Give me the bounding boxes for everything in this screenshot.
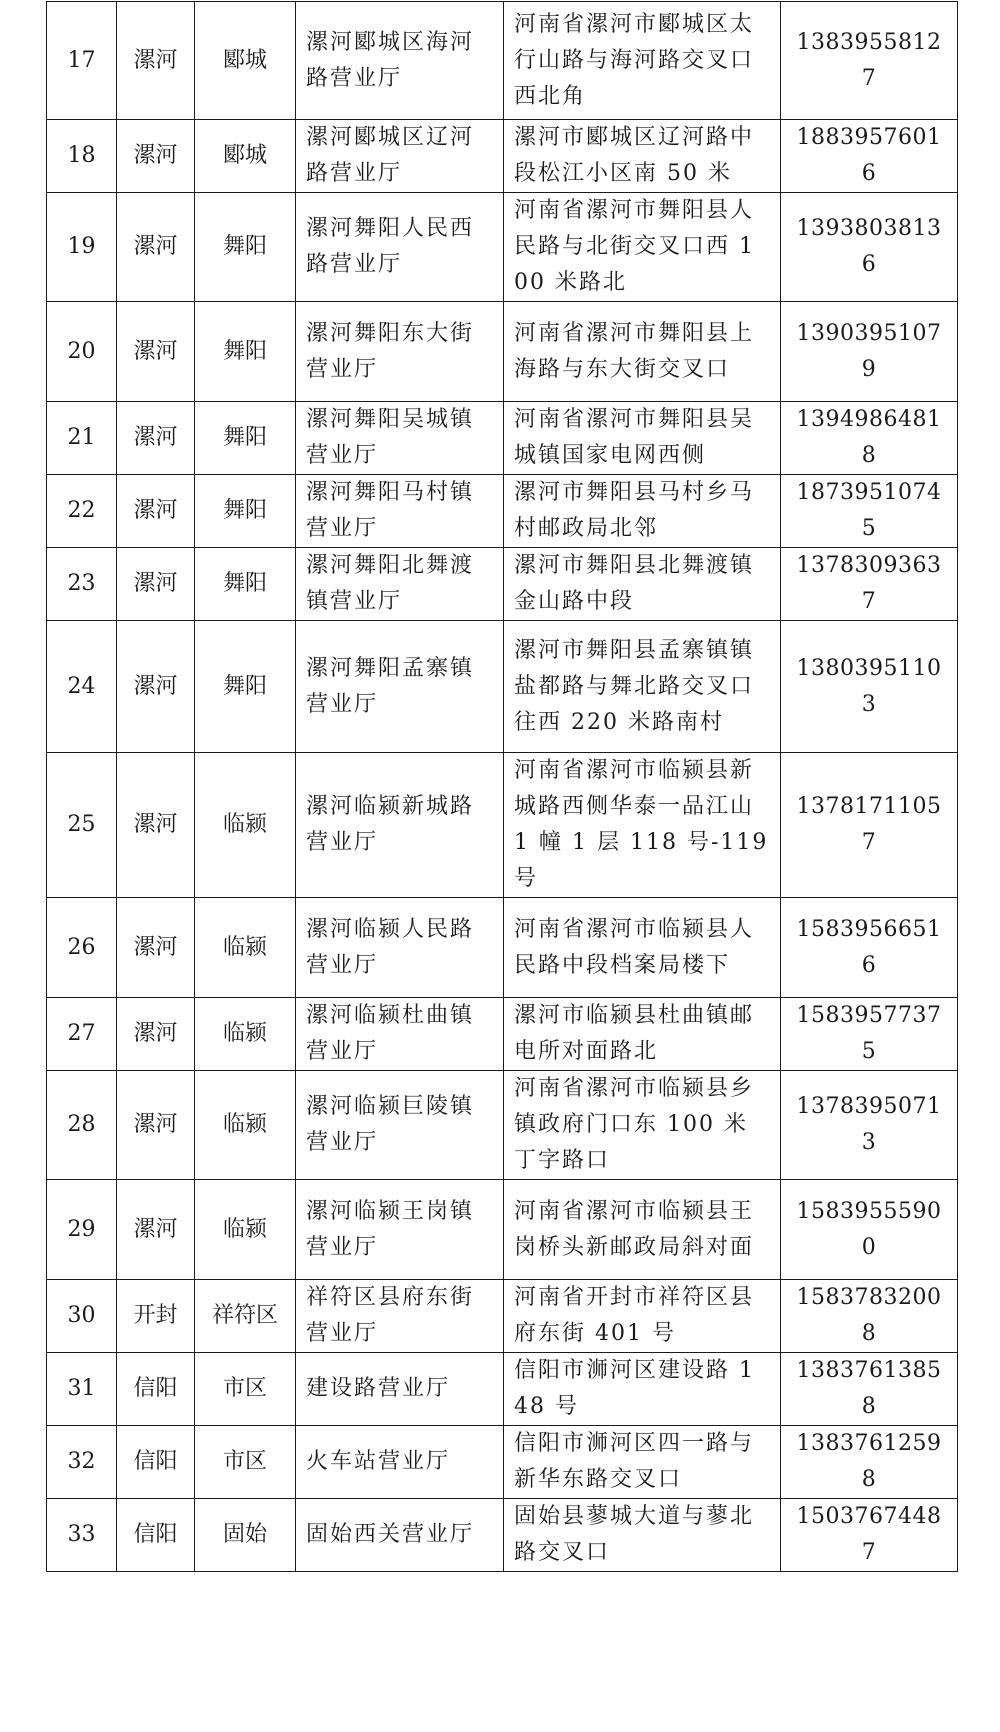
address-cell: 漯河市舞阳县北舞渡镇金山路中段 (504, 548, 781, 621)
district-cell: 临颍 (195, 1180, 296, 1280)
table-row (47, 898, 958, 998)
row-number: 33 (47, 1499, 117, 1572)
hall-name-cell: 固始西关营业厅 (296, 1499, 504, 1572)
district-cell: 舞阳 (195, 548, 296, 621)
phone-cell: 13903951079 (781, 302, 958, 402)
row-number: 31 (47, 1353, 117, 1426)
hall-name-cell: 漯河郾城区辽河路营业厅 (296, 120, 504, 193)
phone-cell: 13837613858 (781, 1353, 958, 1426)
phone-cell: 15839566516 (781, 898, 958, 998)
city-cell: 漯河 (117, 475, 195, 548)
district-cell: 舞阳 (195, 402, 296, 475)
city-cell: 漯河 (117, 1071, 195, 1180)
table-row (47, 1499, 958, 1572)
address-cell: 河南省漯河市舞阳县吴城镇国家电网西侧 (504, 402, 781, 475)
row-number: 22 (47, 475, 117, 548)
hall-name-cell: 建设路营业厅 (296, 1353, 504, 1426)
phone-cell: 13938038136 (781, 193, 958, 302)
hall-name-cell: 漯河舞阳人民西路营业厅 (296, 193, 504, 302)
hall-name-cell: 漯河舞阳东大街营业厅 (296, 302, 504, 402)
address-cell: 河南省漯河市郾城区太行山路与海河路交叉口西北角 (504, 2, 781, 120)
table-row (47, 998, 958, 1071)
table-row (47, 120, 958, 193)
phone-cell: 18739510745 (781, 475, 958, 548)
table-row (47, 2, 958, 120)
hall-name-cell: 漯河舞阳吴城镇营业厅 (296, 402, 504, 475)
table-row (47, 753, 958, 898)
district-cell: 舞阳 (195, 193, 296, 302)
table-row (47, 193, 958, 302)
city-cell: 漯河 (117, 302, 195, 402)
hall-name-cell: 祥符区县府东街营业厅 (296, 1280, 504, 1353)
address-cell: 漯河市舞阳县孟寨镇镇盐都路与舞北路交叉口往西 220 米路南村 (504, 621, 781, 753)
city-cell: 漯河 (117, 402, 195, 475)
hall-name-cell: 漯河临颍人民路营业厅 (296, 898, 504, 998)
city-cell: 漯河 (117, 753, 195, 898)
district-cell: 舞阳 (195, 302, 296, 402)
address-cell: 河南省漯河市临颍县人民路中段档案局楼下 (504, 898, 781, 998)
address-cell: 河南省漯河市临颍县乡镇政府门口东 100 米丁字路口 (504, 1071, 781, 1180)
table-row (47, 1426, 958, 1499)
city-cell: 开封 (117, 1280, 195, 1353)
table-row (47, 548, 958, 621)
hall-name-cell: 漯河临颍巨陵镇营业厅 (296, 1071, 504, 1180)
row-number: 26 (47, 898, 117, 998)
row-number: 28 (47, 1071, 117, 1180)
city-cell: 漯河 (117, 621, 195, 753)
address-cell: 河南省漯河市舞阳县人民路与北街交叉口西 100 米路北 (504, 193, 781, 302)
city-cell: 信阳 (117, 1426, 195, 1499)
table-row (47, 1353, 958, 1426)
district-cell: 市区 (195, 1426, 296, 1499)
hall-name-cell: 漯河舞阳马村镇营业厅 (296, 475, 504, 548)
hall-name-cell: 漯河临颍王岗镇营业厅 (296, 1180, 504, 1280)
table-row (47, 1180, 958, 1280)
district-cell: 郾城 (195, 120, 296, 193)
address-cell: 信阳市浉河区建设路 148 号 (504, 1353, 781, 1426)
address-cell: 漯河市临颍县杜曲镇邮电所对面路北 (504, 998, 781, 1071)
address-cell: 河南省漯河市舞阳县上海路与东大街交叉口 (504, 302, 781, 402)
hall-name-cell: 漯河舞阳北舞渡镇营业厅 (296, 548, 504, 621)
hall-name-cell: 火车站营业厅 (296, 1426, 504, 1499)
table-row (47, 475, 958, 548)
city-cell: 漯河 (117, 120, 195, 193)
phone-cell: 13783093637 (781, 548, 958, 621)
address-cell: 河南省开封市祥符区县府东街 401 号 (504, 1280, 781, 1353)
hall-name-cell: 漯河郾城区海河路营业厅 (296, 2, 504, 120)
table-row (47, 1071, 958, 1180)
row-number: 29 (47, 1180, 117, 1280)
phone-cell: 13783950713 (781, 1071, 958, 1180)
district-cell: 舞阳 (195, 621, 296, 753)
table-row (47, 1280, 958, 1353)
table-row (47, 302, 958, 402)
address-cell: 固始县蓼城大道与蓼北路交叉口 (504, 1499, 781, 1572)
service-hall-table (46, 1, 958, 1572)
district-cell: 郾城 (195, 2, 296, 120)
city-cell: 漯河 (117, 898, 195, 998)
hall-name-cell: 漯河舞阳孟寨镇营业厅 (296, 621, 504, 753)
row-number: 25 (47, 753, 117, 898)
address-cell: 河南省漯河市临颍县新城路西侧华泰一品江山 1 幢 1 层 118 号-119 号 (504, 753, 781, 898)
row-number: 17 (47, 2, 117, 120)
phone-cell: 13839558127 (781, 2, 958, 120)
row-number: 19 (47, 193, 117, 302)
table-row (47, 402, 958, 475)
row-number: 21 (47, 402, 117, 475)
phone-cell: 15837832008 (781, 1280, 958, 1353)
city-cell: 信阳 (117, 1499, 195, 1572)
district-cell: 临颍 (195, 1071, 296, 1180)
address-cell: 漯河市郾城区辽河路中段松江小区南 50 米 (504, 120, 781, 193)
row-number: 32 (47, 1426, 117, 1499)
city-cell: 漯河 (117, 2, 195, 120)
table-body (47, 2, 958, 1572)
city-cell: 漯河 (117, 1180, 195, 1280)
district-cell: 临颍 (195, 998, 296, 1071)
phone-cell: 13837612598 (781, 1426, 958, 1499)
district-cell: 市区 (195, 1353, 296, 1426)
city-cell: 漯河 (117, 548, 195, 621)
table-row (47, 621, 958, 753)
address-cell: 漯河市舞阳县马村乡马村邮政局北邻 (504, 475, 781, 548)
city-cell: 信阳 (117, 1353, 195, 1426)
phone-cell: 15037674487 (781, 1499, 958, 1572)
district-cell: 临颍 (195, 753, 296, 898)
row-number: 24 (47, 621, 117, 753)
address-cell: 河南省漯河市临颍县王岗桥头新邮政局斜对面 (504, 1180, 781, 1280)
phone-cell: 15839577375 (781, 998, 958, 1071)
row-number: 27 (47, 998, 117, 1071)
hall-name-cell: 漯河临颍杜曲镇营业厅 (296, 998, 504, 1071)
district-cell: 祥符区 (195, 1280, 296, 1353)
row-number: 18 (47, 120, 117, 193)
phone-cell: 13949864818 (781, 402, 958, 475)
phone-cell: 13803951103 (781, 621, 958, 753)
row-number: 30 (47, 1280, 117, 1353)
phone-cell: 13781711057 (781, 753, 958, 898)
phone-cell: 18839576016 (781, 120, 958, 193)
district-cell: 舞阳 (195, 475, 296, 548)
city-cell: 漯河 (117, 193, 195, 302)
row-number: 23 (47, 548, 117, 621)
hall-name-cell: 漯河临颍新城路营业厅 (296, 753, 504, 898)
row-number: 20 (47, 302, 117, 402)
city-cell: 漯河 (117, 998, 195, 1071)
district-cell: 临颍 (195, 898, 296, 998)
phone-cell: 15839555900 (781, 1180, 958, 1280)
address-cell: 信阳市浉河区四一路与新华东路交叉口 (504, 1426, 781, 1499)
district-cell: 固始 (195, 1499, 296, 1572)
